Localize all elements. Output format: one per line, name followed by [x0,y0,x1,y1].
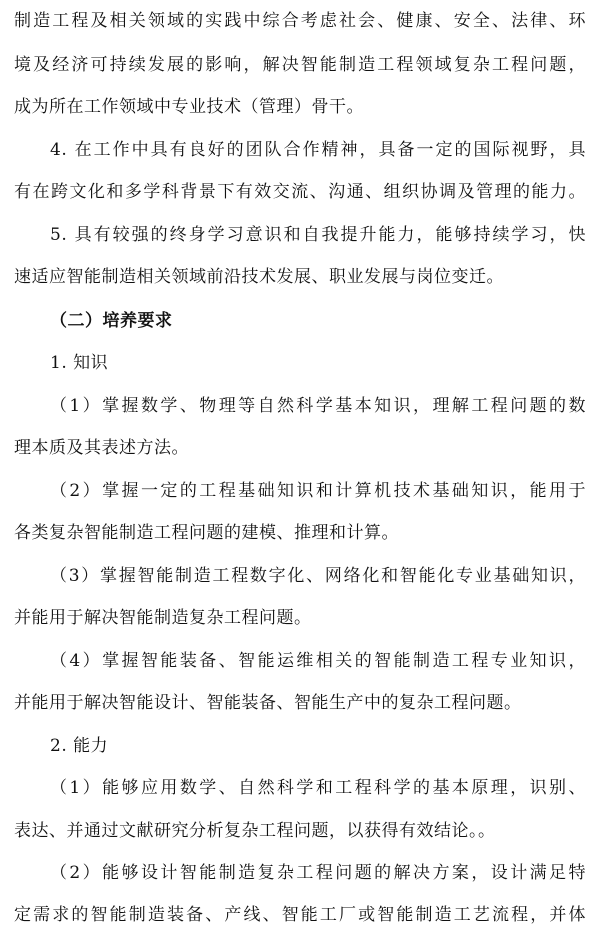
paragraph-line: 成为所在工作领域中专业技术（管理）骨干。 [14,97,364,117]
paragraph-line: 境及经济可持续发展的影响，解决智能制造工程领域复杂工程问题， [14,55,586,75]
knowledge-item-2-line: 各类复杂智能制造工程问题的建模、推理和计算。 [14,523,399,543]
ability-label: 2. 能力 [50,736,109,756]
item-5-line: 速适应智能制造相关领域前沿技术发展、职业发展与岗位变迁。 [14,267,504,287]
knowledge-label: 1. 知识 [50,353,109,373]
knowledge-item-1-line: 理本质及其表述方法。 [14,438,189,458]
knowledge-item-2-line: （2）掌握一定的工程基础知识和计算机技术基础知识，能用于 [50,481,586,501]
item-5-line: 5. 具有较强的终身学习意识和自我提升能力，能够持续学习，快 [50,225,586,245]
ability-item-2-line: 定需求的智能制造装备、产线、智能工厂或智能制造工艺流程，并体 [14,905,586,925]
knowledge-item-3-line: （3）掌握智能制造工程数字化、网络化和智能化专业基础知识， [50,566,586,586]
knowledge-item-4-line: （4）掌握智能装备、智能运维相关的智能制造工程专业知识， [50,651,586,671]
ability-item-2-line: （2）能够设计智能制造复杂工程问题的解决方案，设计满足特 [50,863,586,883]
paragraph-line: 制造工程及相关领域的实践中综合考虑社会、健康、安全、法律、环 [14,11,586,31]
knowledge-item-3-line: 并能用于解决智能制造复杂工程问题。 [14,608,312,628]
ability-item-1-line: （1）能够应用数学、自然科学和工程科学的基本原理，识别、 [50,778,586,798]
knowledge-item-4-line: 并能用于解决智能设计、智能装备、智能生产中的复杂工程问题。 [14,693,522,713]
knowledge-item-1-line: （1）掌握数学、物理等自然科学基本知识，理解工程问题的数 [50,396,586,416]
item-4-line: 有在跨文化和多学科背景下有效交流、沟通、组织协调及管理的能力。 [14,182,586,202]
item-4-line: 4. 在工作中具有良好的团队合作精神，具备一定的国际视野，具 [50,140,586,160]
ability-item-1-line: 表达、并通过文献研究分析复杂工程问题，以获得有效结论。。 [14,821,496,841]
section-heading: （二）培养要求 [50,311,173,331]
